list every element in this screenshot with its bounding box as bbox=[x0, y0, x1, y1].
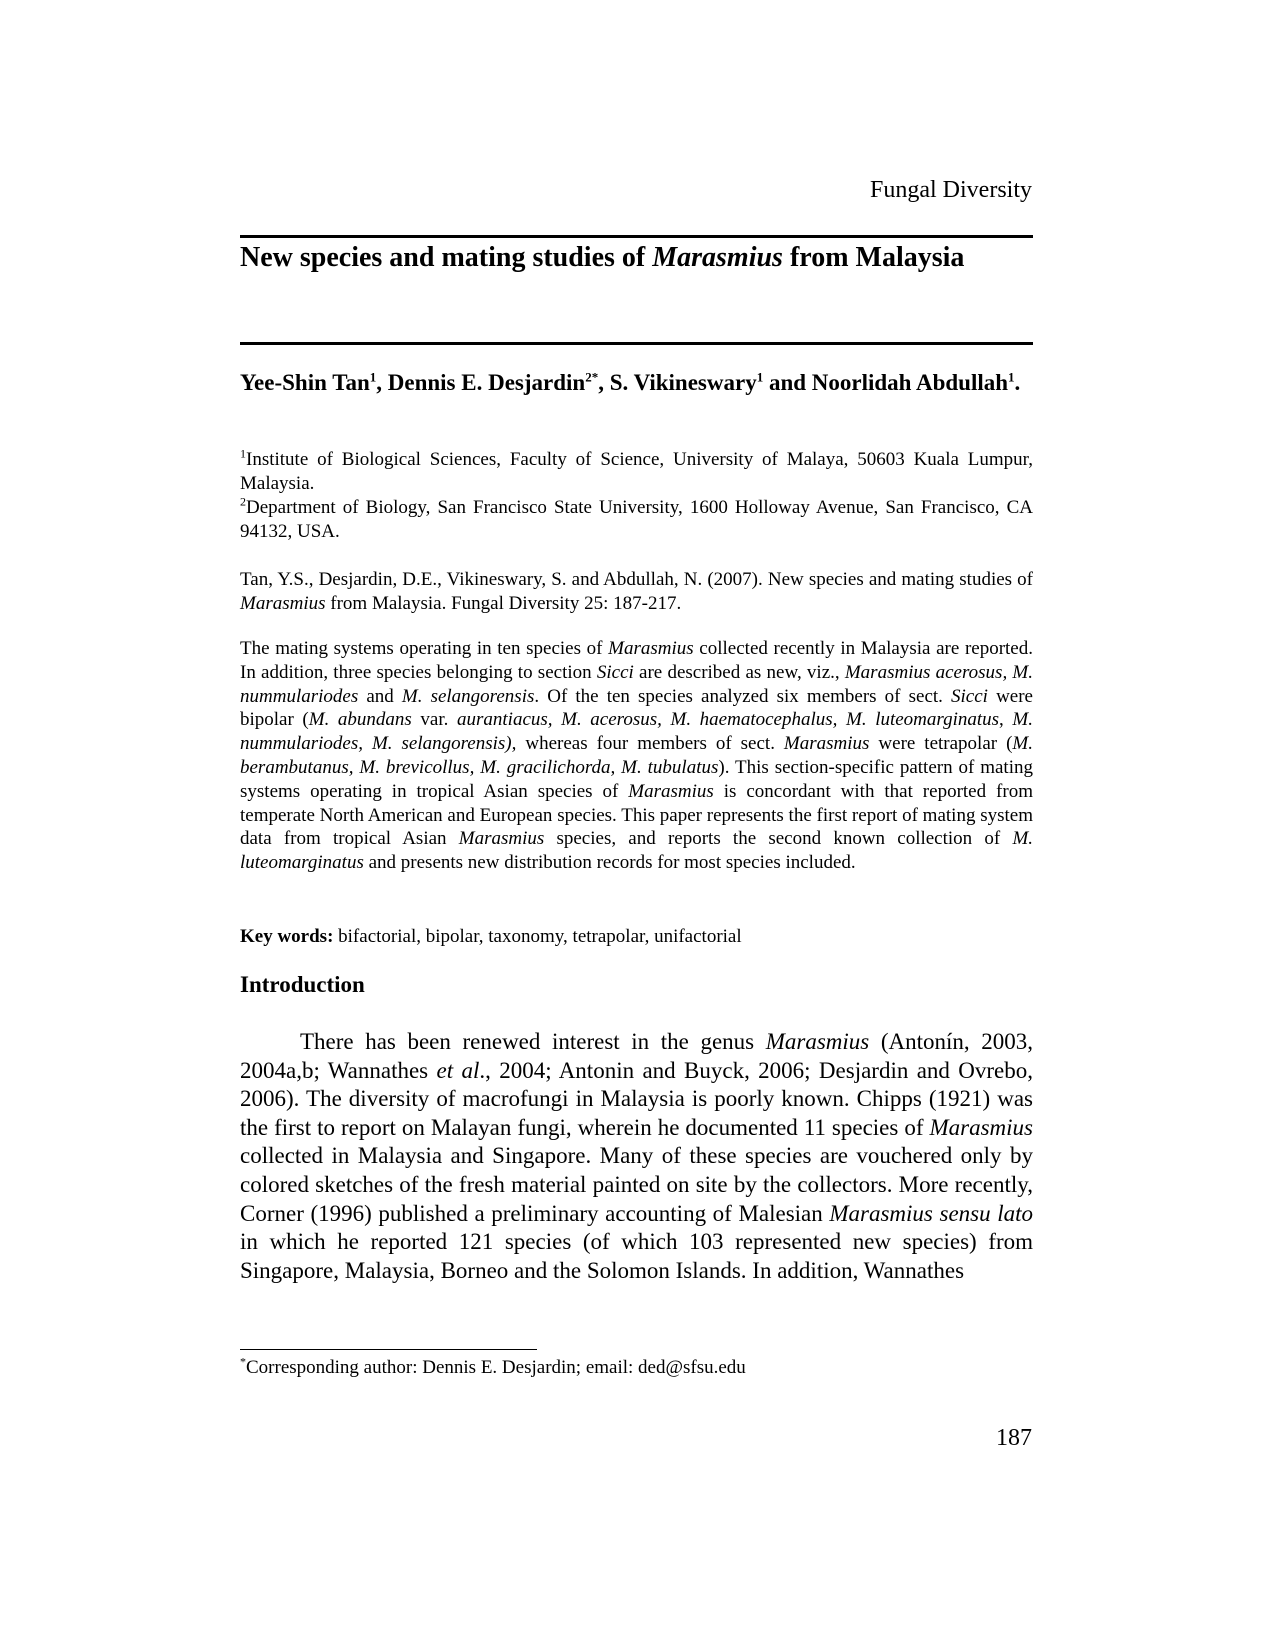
italic-text-run: Marasmius bbox=[458, 828, 545, 850]
text-run: is concordant with that reported from temperate North American and European species. This paper represents the first report of mating system data from tropical Asian bbox=[240, 780, 1033, 850]
affiliation-1 bbox=[240, 448, 1033, 496]
text-run: were tetrapolar ( bbox=[869, 733, 1013, 755]
italic-text-run: aurantiacus, M. acerosus, M. haematocephalus, M. luteomarginatus bbox=[457, 709, 1000, 731]
section-heading-introduction: Introduction bbox=[240, 972, 365, 997]
abstract bbox=[240, 637, 1033, 875]
text-run: . Of the ten species analyzed six members of sect. bbox=[534, 685, 952, 707]
title-text-start: New species and mating studies of bbox=[240, 242, 653, 273]
italic-text-run: M. nummulariodes, M. selangorensis), bbox=[240, 709, 1033, 755]
text-run: collected recently in Malaysia are reported. In addition, three species belonging to section bbox=[240, 638, 1033, 683]
author-affiliation-mark: 1 bbox=[369, 369, 377, 385]
keywords-label: Key words: bbox=[240, 926, 334, 947]
introduction-paragraph bbox=[240, 1028, 1033, 1285]
italic-text-run: M. luteomarginatus bbox=[240, 828, 1034, 874]
italic-text-run: Marasmius sensu lato bbox=[829, 1200, 1033, 1226]
italic-text-run: Marasmius acerosus, M. nummulariodes bbox=[240, 661, 1033, 707]
citation-genus: Marasmius bbox=[240, 593, 326, 614]
italic-text-run: Marasmius bbox=[783, 733, 870, 755]
article-citation bbox=[240, 568, 1033, 616]
author-affiliation-mark: 2* bbox=[585, 369, 599, 385]
footnote-text: Corresponding author: Dennis E. Desjardin; email: ded@sfsu.edu bbox=[246, 1357, 746, 1378]
footnote-rule bbox=[240, 1349, 537, 1350]
text-run: are described as new, viz., bbox=[633, 661, 845, 683]
italic-text-run: M. selangorensis bbox=[401, 685, 535, 707]
title-text-end: from Malaysia bbox=[782, 242, 965, 273]
author-name: S. Vikineswary bbox=[609, 370, 757, 395]
text-run: ). This section-specific pattern of mating systems operating in tropical Asian species of bbox=[240, 756, 1033, 802]
author-list bbox=[240, 368, 1033, 398]
italic-text-run: Sicci bbox=[951, 685, 988, 707]
affiliation-text: Institute of Biological Sciences, Faculty of Science, University of Malaya, 50603 Kuala Lumpur, Malaysia. bbox=[240, 449, 1033, 494]
author-name: Dennis E. Desjardin bbox=[387, 370, 586, 395]
author-separator: , bbox=[598, 370, 610, 395]
italic-text-run: Marasmius bbox=[608, 638, 694, 659]
author-name: Noorlidah Abdullah bbox=[811, 370, 1009, 395]
text-run: ., 2004; Antonin and Buyck, 2006; Desjardin and Ovrebo, 2006). The diversity of macrofungi in Malaysia is poorly known. Chipps (1921) was the first to report on Malayan fungi, wherein he documented 11 species of bbox=[240, 1057, 1033, 1140]
author-affiliation-mark: 1 bbox=[1008, 369, 1015, 385]
article-title bbox=[240, 240, 1033, 276]
corresponding-author-footnote bbox=[240, 1356, 1033, 1380]
text-run: collected in Malaysia and Singapore. Many of these species are vouchered only by colored sketches of the fresh material painted on site by the collectors. More recently, Corner (1996) published a preliminary accounting of Malesian bbox=[240, 1143, 1033, 1226]
author-name: Yee-Shin Tan bbox=[240, 370, 370, 395]
italic-text-run: Marasmius bbox=[929, 1114, 1033, 1140]
text-run: in which he reported 121 species (of which 103 represented new species) from Singapore, Malaysia, Borneo and the Solomon Islands. In addition, Wannathes bbox=[240, 1229, 1033, 1283]
text-run: , bbox=[999, 709, 1013, 731]
italic-text-run: M. berambutanus, M. brevicollus, M. gracilichorda, M. tubulatus bbox=[240, 733, 1033, 778]
page-number: 187 bbox=[996, 1425, 1032, 1451]
keywords bbox=[240, 925, 1033, 949]
italic-text-run: M. abundans bbox=[308, 709, 412, 731]
title-top-rule bbox=[240, 235, 1033, 238]
citation-text-end: from Malaysia. Fungal Diversity 25: 187-217. bbox=[325, 593, 682, 614]
italic-text-run: Sicci bbox=[596, 661, 634, 683]
text-run: There has been renewed interest in the genus bbox=[300, 1029, 766, 1054]
text-run: and bbox=[358, 685, 402, 707]
affiliation-text: Department of Biology, San Francisco State University, 1600 Holloway Avenue, San Francisco, CA 94132, USA. bbox=[240, 497, 1033, 542]
author-affiliation-mark: 1 bbox=[756, 369, 764, 385]
author-list-end: . bbox=[1014, 370, 1021, 395]
footnote-mark: * bbox=[240, 1354, 246, 1369]
italic-text-run: et al bbox=[436, 1057, 480, 1083]
author-separator: , bbox=[376, 370, 388, 395]
affiliation-mark: 1 bbox=[240, 446, 246, 461]
keywords-text: bifactorial, bipolar, taxonomy, tetrapolar, unifactorial bbox=[333, 926, 742, 947]
journal-name: Fungal Diversity bbox=[870, 177, 1032, 203]
text-run: species, and reports the second known collection of bbox=[544, 828, 1013, 850]
italic-text-run: Marasmius bbox=[628, 780, 714, 802]
text-run: whereas four members of sect. bbox=[516, 733, 784, 755]
affiliations bbox=[240, 448, 1033, 544]
title-genus: Marasmius bbox=[652, 242, 783, 273]
text-run: were bipolar ( bbox=[240, 685, 1033, 731]
title-bottom-rule bbox=[240, 342, 1033, 345]
affiliation-mark: 2 bbox=[240, 494, 246, 509]
text-run: and presents new distribution records for most species included. bbox=[363, 852, 856, 874]
author-separator: and bbox=[763, 370, 812, 395]
italic-text-run: Marasmius bbox=[765, 1029, 870, 1054]
affiliation-2 bbox=[240, 496, 1033, 544]
citation-text-start: Tan, Y.S., Desjardin, D.E., Vikineswary, S. and Abdullah, N. (2007). New species and mating studies of bbox=[240, 569, 1033, 590]
text-run: var. bbox=[411, 709, 457, 731]
text-run: The mating systems operating in ten species of bbox=[240, 638, 609, 659]
text-run: (Antonín, 2003, 2004a,b; Wannathes bbox=[240, 1029, 1033, 1083]
